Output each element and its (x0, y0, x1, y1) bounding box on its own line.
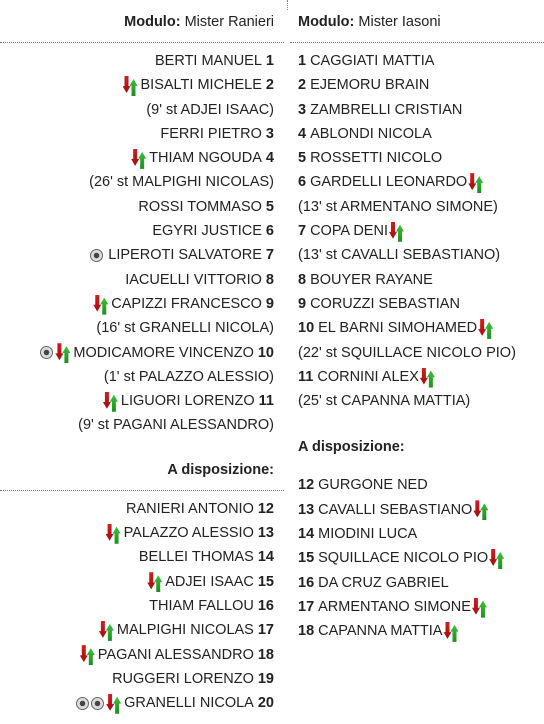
player-row (0, 98, 284, 122)
player-name: MALPIGHI NICOLAS (116, 622, 254, 639)
player-row (0, 146, 284, 170)
shirt-number: 11 (298, 368, 314, 385)
shirt-number: 13 (257, 525, 274, 542)
arrow-down-icon (106, 694, 114, 711)
player-row (0, 570, 284, 594)
arrow-up-icon (475, 176, 483, 193)
shirt-number: 17 (298, 598, 315, 615)
away-coach-header (290, 0, 544, 42)
event-icons (106, 523, 121, 544)
player-row (0, 122, 284, 146)
arrow-down-icon (443, 622, 451, 639)
event-icons (478, 318, 493, 339)
player-row (0, 73, 284, 97)
shirt-number: 8 (265, 271, 274, 288)
goal-ball-icon (40, 346, 53, 359)
shirt-number: 1 (298, 53, 307, 69)
home-coach-label: Modulo: (124, 14, 181, 30)
player-row (0, 691, 284, 715)
shirt-number: 18 (298, 623, 315, 640)
shirt-number: 14 (298, 526, 315, 543)
player-name: THIAM FALLOU (149, 597, 254, 614)
shirt-number: 7 (298, 223, 307, 240)
home-bench-list (0, 491, 284, 716)
player-row (0, 170, 284, 194)
player-name: ABLONDI NICOLA (310, 125, 432, 142)
arrow-up-icon (138, 152, 146, 169)
player-row (0, 497, 284, 521)
player-row (0, 268, 284, 292)
player-row (0, 413, 284, 437)
player-name: (1' st PALAZZO ALESSIO) (103, 368, 274, 385)
player-row (290, 341, 544, 365)
event-icons (90, 249, 105, 262)
arrow-down-icon (420, 368, 428, 385)
arrow-down-icon (472, 598, 480, 615)
event-icons (103, 391, 118, 412)
player-row (0, 521, 284, 545)
arrow-down-icon (106, 524, 114, 541)
shirt-number: 9 (265, 295, 274, 312)
arrow-down-icon (103, 392, 111, 409)
event-icons (40, 342, 70, 363)
shirt-number: 2 (265, 77, 274, 94)
substitution-in-icon (147, 571, 162, 592)
substitution-out-icon (55, 342, 70, 363)
player-name: ROSSETTI NICOLO (310, 150, 443, 167)
player-name: (26' st MALPIGHI NICOLAS) (89, 174, 274, 191)
player-name: GARDELLI LEONARDO (310, 174, 468, 191)
arrow-up-icon (496, 552, 504, 569)
player-name: RUGGERI LORENZO (112, 670, 254, 687)
arrow-down-icon (147, 572, 155, 589)
player-row (0, 365, 284, 389)
event-icons (131, 148, 146, 169)
player-row (290, 292, 544, 316)
shirt-number: 2 (298, 77, 307, 94)
event-icons (99, 620, 114, 641)
player-name: ADJEI ISAAC (165, 573, 254, 590)
event-icons (147, 571, 162, 592)
player-name: MIODINI LUCA (318, 526, 418, 543)
player-row (290, 243, 544, 267)
player-name: (9' st ADJEI ISAAC) (146, 101, 274, 118)
player-name: IACUELLI VITTORIO (125, 271, 262, 288)
arrow-up-icon (427, 371, 435, 388)
arrow-up-icon (113, 527, 121, 544)
home-starters-list (0, 43, 284, 438)
event-icons (468, 172, 483, 193)
arrow-up-icon (62, 346, 70, 363)
player-name: SQUILLACE NICOLO PIO (318, 550, 489, 567)
shirt-number: 16 (257, 597, 274, 614)
arrow-up-icon (87, 648, 95, 665)
player-name: PAGANI ALESSANDRO (97, 646, 254, 663)
player-name: ARMENTANO SIMONE (318, 598, 471, 615)
player-row (0, 292, 284, 316)
player-row (0, 389, 284, 413)
player-name: RANIERI ANTONIO (126, 500, 254, 517)
event-icons (473, 499, 488, 520)
shirt-number: 19 (257, 670, 274, 687)
player-row (290, 122, 544, 146)
player-row (0, 341, 284, 365)
player-name: EJEMORU BRAIN (310, 77, 430, 94)
player-row (0, 195, 284, 219)
substitution-out-icon (93, 294, 108, 315)
player-row (0, 643, 284, 667)
away-bench-list (290, 467, 544, 643)
player-name: (22' st SQUILLACE NICOLO PIO) (298, 344, 516, 361)
arrow-up-icon (485, 322, 493, 339)
away-team-column (290, 0, 544, 644)
shirt-number: 20 (257, 695, 274, 712)
arrow-down-icon (93, 295, 101, 312)
shirt-number: 5 (265, 198, 274, 215)
player-row (290, 389, 544, 413)
player-row (290, 146, 544, 170)
player-name: THIAM NGOUDA (149, 150, 262, 167)
arrow-down-icon (468, 173, 476, 190)
player-name: ZAMBRELLI CRISTIAN (310, 101, 463, 118)
shirt-number: 10 (257, 344, 274, 361)
event-icons (93, 294, 108, 315)
player-row (290, 546, 544, 570)
player-name: DA CRUZ GABRIEL (318, 574, 449, 591)
shirt-number: 18 (257, 646, 274, 663)
arrow-down-icon (478, 319, 486, 336)
shirt-number: 1 (265, 53, 274, 69)
shirt-number: 7 (265, 247, 274, 264)
player-row (290, 195, 544, 219)
arrow-up-icon (110, 395, 118, 412)
arrow-up-icon (113, 697, 121, 714)
player-name: FERRI PIETRO (160, 125, 262, 142)
arrow-up-icon (100, 298, 108, 315)
arrow-down-icon (489, 549, 497, 566)
player-name: CAPANNA MATTIA (318, 623, 443, 640)
arrow-down-icon (123, 76, 131, 93)
player-name: CAVALLI SEBASTIANO (318, 501, 473, 518)
event-icons (389, 221, 404, 242)
shirt-number: 15 (257, 573, 274, 590)
player-name: CORUZZI SEBASTIAN (310, 295, 460, 312)
arrow-up-icon (154, 575, 162, 592)
away-bench-heading: A disposizione: (298, 439, 405, 456)
player-row (290, 98, 544, 122)
shirt-number: 4 (298, 125, 307, 142)
event-icons (489, 548, 504, 569)
player-name: EGYRI JUSTICE (152, 223, 262, 240)
event-icons (80, 644, 95, 665)
substitution-out-icon (131, 148, 146, 169)
substitution-in-icon (473, 499, 488, 520)
shirt-number: 4 (265, 150, 274, 167)
goal-ball-icon (91, 697, 104, 710)
player-row (290, 522, 544, 546)
player-name: BERTI MANUEL (155, 53, 262, 69)
shirt-number: 8 (298, 271, 307, 288)
arrow-up-icon (480, 503, 488, 520)
substitution-in-icon (80, 644, 95, 665)
event-icons (472, 597, 487, 618)
player-name: CAPIZZI FRANCESCO (111, 295, 262, 312)
substitution-out-icon (103, 391, 118, 412)
arrow-up-icon (450, 625, 458, 642)
home-bench-heading: A disposizione: (167, 461, 274, 478)
substitution-in-icon (489, 548, 504, 569)
arrow-down-icon (99, 621, 107, 638)
player-row (0, 316, 284, 340)
event-icons (123, 75, 138, 96)
event-icons (420, 367, 435, 388)
player-name: ROSSI TOMMASO (138, 198, 262, 215)
shirt-number: 12 (298, 477, 315, 494)
player-row (290, 498, 544, 522)
arrow-down-icon (55, 343, 63, 360)
player-row (290, 73, 544, 97)
away-coach-name: Mister Iasoni (358, 14, 441, 30)
player-row (290, 365, 544, 389)
substitution-out-icon (420, 367, 435, 388)
player-name: LIGUORI LORENZO (120, 393, 255, 410)
player-name: CAGGIATI MATTIA (310, 53, 435, 69)
substitution-in-icon (472, 597, 487, 618)
substitution-out-icon (478, 318, 493, 339)
player-row (0, 219, 284, 243)
player-row (0, 618, 284, 642)
player-name: BISALTI MICHELE (140, 77, 262, 94)
player-row (290, 170, 544, 194)
player-name: PALAZZO ALESSIO (123, 525, 254, 542)
shirt-number: 6 (265, 223, 274, 240)
player-name: CORNINI ALEX (317, 368, 419, 385)
player-row (290, 49, 544, 73)
player-row (290, 219, 544, 243)
player-name: BOUYER RAYANE (310, 271, 433, 288)
shirt-number: 5 (298, 150, 307, 167)
away-starters-list (290, 43, 544, 413)
player-row (0, 49, 284, 73)
player-row (290, 595, 544, 619)
event-icons (443, 621, 458, 642)
shirt-number: 11 (258, 393, 274, 410)
shirt-number: 14 (257, 549, 274, 566)
player-name: (9' st PAGANI ALESSANDRO) (78, 417, 274, 434)
shirt-number: 15 (298, 550, 315, 567)
column-divider (287, 0, 288, 10)
arrow-up-icon (106, 624, 114, 641)
player-name: MODICAMORE VINCENZO (73, 344, 254, 361)
shirt-number: 10 (298, 320, 315, 337)
goal-ball-icon (90, 249, 103, 262)
shirt-number: 3 (298, 101, 307, 118)
shirt-number: 6 (298, 174, 307, 191)
event-icons (76, 693, 121, 714)
player-name: GRANELLI NICOLA (124, 695, 254, 712)
player-name: EL BARNI SIMOHAMED (318, 320, 478, 337)
substitution-out-icon (468, 172, 483, 193)
home-coach-name: Mister Ranieri (184, 14, 274, 30)
substitution-out-icon (123, 75, 138, 96)
substitution-out-icon (389, 221, 404, 242)
player-row (0, 667, 284, 691)
arrow-down-icon (389, 222, 397, 239)
arrow-up-icon (130, 79, 138, 96)
player-name: (13' st CAVALLI SEBASTIANO) (298, 247, 501, 264)
shirt-number: 16 (298, 574, 315, 591)
shirt-number: 17 (257, 622, 274, 639)
player-row (290, 473, 544, 497)
substitution-in-icon (443, 621, 458, 642)
player-row (0, 545, 284, 569)
home-coach-header (0, 0, 284, 42)
player-row (0, 243, 284, 267)
substitution-in-icon (106, 693, 121, 714)
shirt-number: 12 (257, 500, 274, 517)
player-name: (25' st CAPANNA MATTIA) (298, 393, 471, 410)
arrow-up-icon (479, 601, 487, 618)
player-name: (16' st GRANELLI NICOLA) (96, 320, 274, 337)
player-row (290, 571, 544, 595)
player-row (290, 316, 544, 340)
shirt-number: 9 (298, 295, 307, 312)
substitution-in-icon (99, 620, 114, 641)
player-row (290, 268, 544, 292)
player-row (0, 594, 284, 618)
arrow-down-icon (80, 645, 88, 662)
player-name: COPA DENI (310, 223, 388, 240)
player-name: (13' st ARMENTANO SIMONE) (298, 198, 498, 215)
arrow-down-icon (473, 500, 481, 517)
player-name: BELLEI THOMAS (138, 549, 254, 566)
player-name: LIPEROTI SALVATORE (108, 247, 262, 264)
goal-ball-icon (76, 697, 89, 710)
substitution-in-icon (106, 523, 121, 544)
arrow-down-icon (131, 149, 139, 166)
arrow-up-icon (396, 225, 404, 242)
shirt-number: 13 (298, 501, 315, 518)
away-coach-label: Modulo: (298, 14, 355, 30)
player-name: GURGONE NED (318, 477, 428, 494)
shirt-number: 3 (265, 125, 274, 142)
player-row (290, 619, 544, 643)
